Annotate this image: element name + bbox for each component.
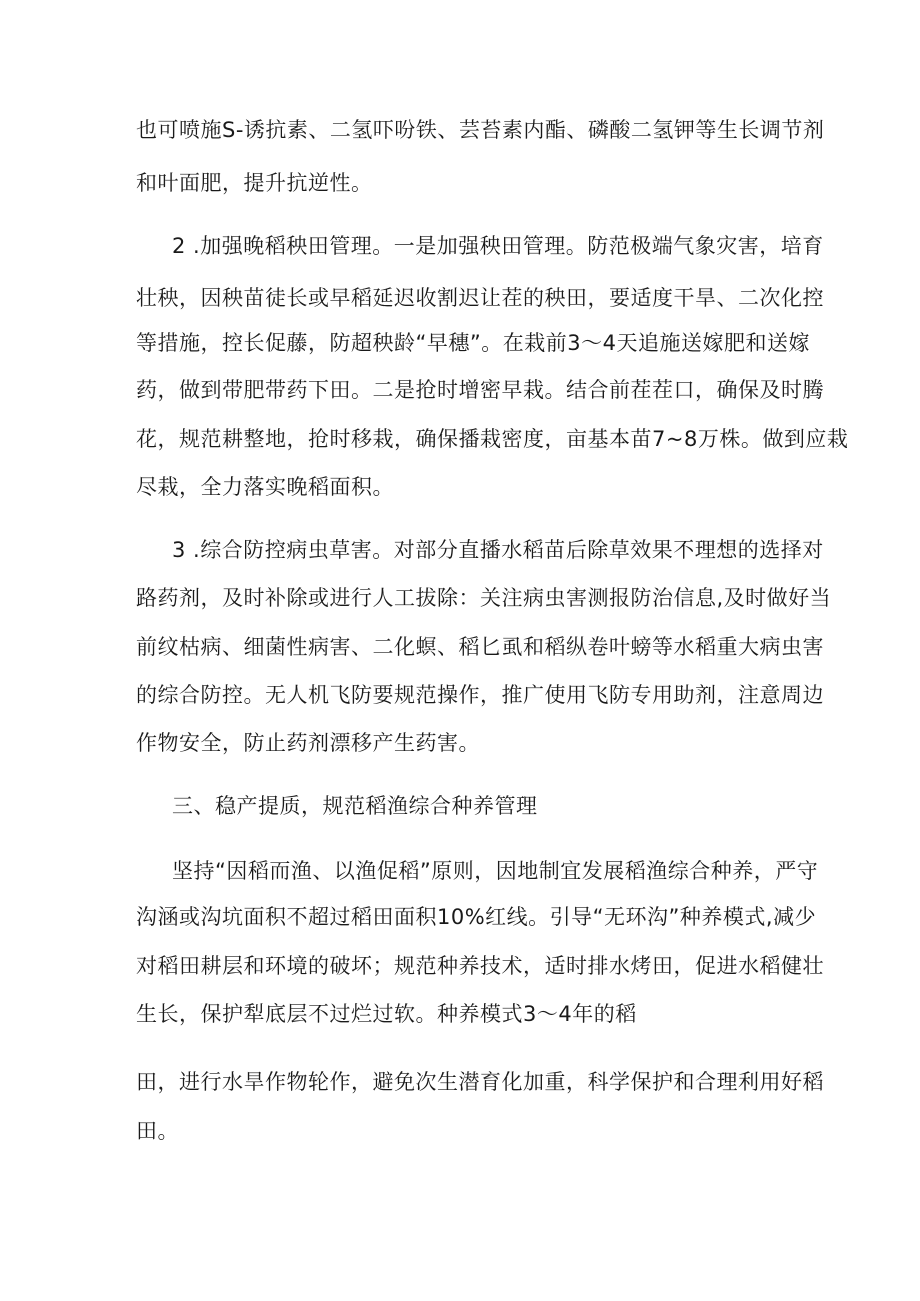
text-line: 生长，保护犁底层不过烂过软。种养模式3～4年的稻 [136,1002,637,1026]
text-line: 和叶面肥，提升抗逆性。 [136,171,373,195]
text-line: 田，进行水旱作物轮作，避免次生潜育化加重，科学保护和合理利用好稻 [136,1070,824,1094]
paragraph-heading: 2 .加强晚稻秧田管理。一是加强秧田管理。防范极端气象灾害，培育 [172,234,824,258]
text-line: 也可喷施S-诱抗素、二氢吓吩铁、芸苔素内酯、磷酸二氢钾等生长调节剂 [136,118,825,142]
text-line: 田。 [136,1119,179,1143]
text-line: 作物安全，防止药剂漂移产生药害。 [136,731,480,755]
text-line: 沟涵或沟坑面积不超过稻田面积10%红线。引导“无环沟”种养模式,减少 [136,905,817,929]
section-heading: 三、稳产提质，规范稻渔综合种养管理 [172,794,538,818]
paragraph-heading: 3 .综合防控病虫草害。对部分直播水稻苗后除草效果不理想的选择对 [172,538,824,562]
text-line: 药，做到带肥带药下田。二是抢时增密早栽。结合前茬茬口，确保及时腾 [136,378,824,402]
paragraph-heading: 坚持“因稻而渔、以渔促稻”原则，因地制宜发展稻渔综合种养，严守 [172,859,819,883]
text-line: 壮秧，因秧苗徒长或早稻延迟收割迟让茬的秧田，要适度干旱、二次化控 [136,286,824,310]
text-line: 对稻田耕层和环境的破坏；规范种养技术，适时排水烤田，促进水稻健壮 [136,954,824,978]
text-line: 前纹枯病、细菌性病害、二化螟、稻匕虱和稻纵卷叶螃等水稻重大病虫害 [136,635,824,659]
text-line: 路药剂，及时补除或进行人工拔除：关注病虫害测报防治信息,及时做好当 [136,586,832,610]
text-line: 等措施，控长促藤，防超秧龄“早穗”。在栽前3～4天追施送嫁肥和送嫁 [136,331,810,355]
text-line: 花，规范耕整地，抢时移栽，确保播栽密度，亩基本苗7~8万株。做到应栽 [136,427,849,451]
text-line: 尽栽，全力落实晚稻面积。 [136,475,394,499]
text-line: 的综合防控。无人机飞防要规范操作，推广使用飞防专用助剂，注意周边 [136,683,824,707]
